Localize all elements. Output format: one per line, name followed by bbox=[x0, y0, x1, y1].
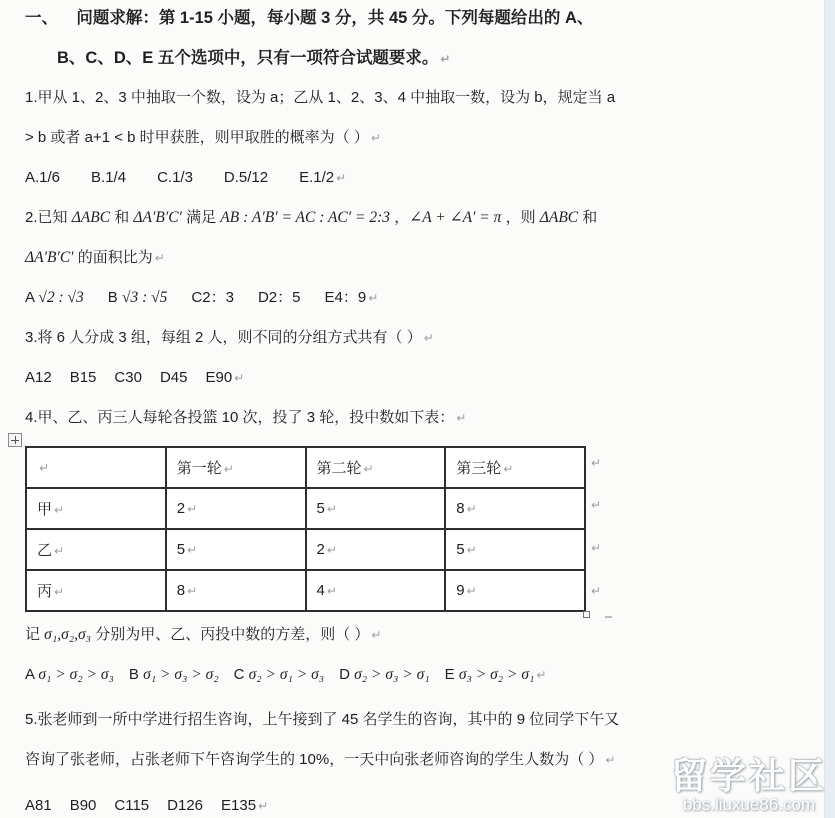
paragraph-mark-icon: ↵ bbox=[363, 462, 374, 476]
paragraph-mark-icon: ↵ bbox=[370, 131, 381, 145]
question-text: 3.将 6 人分成 3 组，每组 2 人，则不同的分组方式共有（ ） bbox=[25, 329, 422, 346]
section-heading-line1: 一、 问题求解：第 1-15 小题，每小题 3 分，共 45 分。下列每题给出的 A、 bbox=[25, 9, 594, 27]
scores-table bbox=[25, 446, 586, 612]
answer-option bbox=[70, 796, 97, 816]
table-header-cell bbox=[306, 447, 446, 488]
answer-option bbox=[221, 796, 256, 816]
paragraph-mark-icon: ↵ bbox=[326, 584, 337, 598]
table-cell bbox=[445, 529, 585, 570]
header-text: 第三轮 bbox=[456, 460, 502, 477]
cell-text: 2 bbox=[316, 541, 325, 558]
question-3-options bbox=[25, 368, 645, 408]
cell-text: 8 bbox=[176, 582, 186, 599]
paragraph-mark-icon: ↵ bbox=[466, 502, 477, 516]
question-text: 咨询了张老师，占张老师下午咨询学生的 10%，一天中向张老师咨询的学生人数为（ ） bbox=[25, 751, 604, 768]
cell-text: 5 bbox=[176, 541, 186, 558]
option-label: D45 bbox=[159, 369, 188, 386]
question-4-options bbox=[25, 665, 645, 710]
table-header-cell bbox=[445, 447, 585, 488]
table-row bbox=[26, 529, 585, 570]
exam-document bbox=[25, 8, 645, 818]
answer-option bbox=[25, 796, 52, 816]
cell-text: 4 bbox=[316, 582, 325, 599]
paragraph-mark-icon: ↵ bbox=[54, 503, 65, 517]
answer-option bbox=[25, 168, 60, 188]
table-cell bbox=[26, 529, 166, 570]
table-header-cell bbox=[26, 447, 166, 488]
answer-option bbox=[70, 368, 97, 388]
text-segment: ，则 bbox=[501, 209, 540, 226]
option-label: C bbox=[233, 666, 249, 683]
answer-option bbox=[129, 665, 219, 685]
answer-option bbox=[91, 168, 126, 188]
heading-text: B、C、D、E 五个选项中，只有一项符合试题要求。 bbox=[57, 49, 439, 67]
paragraph-mark-icon: ↵ bbox=[466, 584, 477, 598]
section-heading-line2 bbox=[25, 48, 645, 88]
cell-text: 2 bbox=[176, 500, 186, 517]
table-cell bbox=[26, 488, 166, 529]
question-3-line1 bbox=[25, 328, 645, 368]
text-segment: ΔABC bbox=[539, 209, 579, 226]
site-watermark bbox=[671, 757, 827, 814]
option-label: E.1/2 bbox=[299, 169, 335, 186]
paragraph-mark-icon: ↵ bbox=[187, 584, 198, 598]
options-list bbox=[25, 666, 534, 683]
question-5-options bbox=[25, 796, 645, 818]
paragraph-mark-icon: ↵ bbox=[187, 502, 198, 516]
option-label: B15 bbox=[69, 369, 97, 386]
option-label: A bbox=[25, 289, 39, 306]
answer-option bbox=[114, 368, 142, 388]
question-text: 4.甲、乙、丙三人每轮各投篮 10 次，投了 3 轮，投中数如下表： bbox=[25, 409, 455, 426]
table-cell bbox=[26, 570, 166, 611]
option-label: A.1/6 bbox=[25, 169, 61, 186]
cell-text: 5 bbox=[316, 500, 325, 517]
option-label: D.5/12 bbox=[223, 169, 269, 186]
paragraph-mark-icon: ↵ bbox=[423, 331, 434, 345]
paragraph-mark-icon: ↵ bbox=[591, 584, 602, 598]
paragraph-mark-icon: ↵ bbox=[258, 799, 269, 813]
option-label: B bbox=[128, 666, 144, 683]
paragraph-mark-icon: ↵ bbox=[54, 585, 65, 599]
option-label: E135 bbox=[221, 797, 257, 814]
table-header-row bbox=[26, 447, 585, 488]
question-text: > b 或者 a+1 < b 时甲获胜，则甲取胜的概率为（ ） bbox=[25, 129, 369, 146]
text-segment: 和 bbox=[578, 209, 598, 226]
answer-option bbox=[205, 368, 232, 388]
answer-option bbox=[25, 288, 84, 308]
answer-option bbox=[108, 288, 168, 308]
option-math: σ₂ > σ₁ > σ₃ bbox=[248, 666, 325, 683]
paragraph-mark-icon: ↵ bbox=[326, 502, 337, 516]
question-1-line2 bbox=[25, 128, 645, 168]
text-segment: ∠A + ∠A′ = π bbox=[409, 209, 502, 226]
option-math: σ₁ > σ₃ > σ₂ bbox=[143, 666, 219, 683]
option-label: C.1/3 bbox=[157, 169, 193, 186]
paragraph-mark-icon: ↵ bbox=[440, 52, 451, 66]
options-list bbox=[25, 369, 232, 386]
question-4-stem bbox=[25, 408, 645, 436]
option-label: B90 bbox=[69, 797, 97, 814]
option-label: D2：5 bbox=[257, 289, 301, 306]
table-move-handle-icon[interactable] bbox=[8, 433, 22, 447]
option-label: C30 bbox=[114, 369, 142, 386]
table-cell bbox=[166, 488, 306, 529]
paragraph-mark-icon: ↵ bbox=[223, 462, 234, 476]
question-5-line2 bbox=[25, 750, 645, 796]
paragraph-mark-icon: ↵ bbox=[326, 543, 337, 557]
text-segment: 记 bbox=[25, 626, 45, 643]
paragraph-mark-icon: ↵ bbox=[605, 753, 616, 767]
question-text bbox=[25, 626, 369, 643]
paragraph-mark-icon: ↵ bbox=[591, 498, 602, 512]
question-4-post-table bbox=[25, 625, 645, 665]
option-label: D126 bbox=[167, 797, 204, 814]
answer-option bbox=[25, 368, 52, 388]
text-segment: ΔA′B′C′ bbox=[133, 209, 182, 226]
table-resize-handle-icon[interactable] bbox=[583, 611, 590, 618]
scrollbar-track[interactable] bbox=[824, 0, 835, 818]
cursor-dash-mark bbox=[605, 616, 612, 618]
question-text bbox=[25, 249, 153, 266]
table-row bbox=[26, 570, 585, 611]
option-label: B bbox=[107, 289, 122, 306]
option-math: √3 : √5 bbox=[121, 289, 168, 306]
text-segment: ， bbox=[390, 209, 410, 226]
cell-text: 乙 bbox=[37, 542, 53, 559]
text-segment: σ₁,σ₂,σ₃ bbox=[44, 626, 92, 643]
cell-text: 丙 bbox=[37, 583, 53, 600]
option-math: σ₂ > σ₃ > σ₁ bbox=[354, 666, 430, 683]
text-segment: 和 bbox=[110, 209, 134, 226]
option-label: A81 bbox=[25, 797, 52, 814]
answer-option bbox=[167, 796, 203, 816]
text-segment: AB : A′B′ = AC : AC′ = 2:3 bbox=[220, 209, 391, 226]
answer-option bbox=[339, 665, 430, 685]
paragraph-mark-icon: ↵ bbox=[154, 251, 165, 265]
paragraph-mark-icon: ↵ bbox=[187, 543, 198, 557]
option-label: C115 bbox=[114, 797, 150, 814]
text-segment: 分别为甲、乙、丙投中数的方差，则（ ） bbox=[91, 626, 370, 643]
option-label: D bbox=[339, 666, 355, 683]
question-1-line1: 1.甲从 1、2、3 中抽取一个数，设为 a；乙从 1、2、3、4 中抽取一数，设为 b，规定当 a bbox=[25, 89, 616, 106]
paragraph-mark-icon: ↵ bbox=[591, 541, 602, 555]
table-header-cell bbox=[166, 447, 306, 488]
answer-option bbox=[157, 168, 193, 188]
text-segment: 满足 bbox=[181, 209, 221, 226]
paragraph-mark-icon: ↵ bbox=[54, 544, 65, 558]
header-text: 第二轮 bbox=[316, 460, 362, 477]
option-label: E90 bbox=[205, 369, 233, 386]
answer-option bbox=[191, 288, 234, 308]
text-segment: 2.已知 bbox=[25, 209, 72, 226]
table-cell bbox=[445, 570, 585, 611]
question-2-options bbox=[25, 288, 645, 328]
answer-option bbox=[324, 288, 366, 308]
answer-option bbox=[25, 665, 114, 685]
paragraph-mark-icon: ↵ bbox=[503, 462, 514, 476]
table-cell bbox=[166, 570, 306, 611]
question-5-line1: 5.张老师到一所中学进行招生咨询，上午接到了 45 名学生的咨询，其中的 9 位同学下午又 bbox=[25, 711, 620, 728]
question-1-options bbox=[25, 168, 645, 208]
scores-table-container bbox=[25, 446, 602, 612]
paragraph-mark-icon: ↵ bbox=[234, 371, 245, 385]
option-label: B.1/4 bbox=[91, 169, 127, 186]
option-label: E4：9 bbox=[324, 289, 367, 306]
option-label: A12 bbox=[25, 369, 52, 386]
answer-option bbox=[299, 168, 334, 188]
paragraph-mark-icon: ↵ bbox=[456, 411, 467, 425]
answer-option bbox=[160, 368, 188, 388]
table-cell bbox=[306, 488, 446, 529]
watermark-title: 留学社区 bbox=[670, 755, 827, 796]
text-segment: ΔA′B′C′ bbox=[25, 249, 74, 266]
header-text: 第一轮 bbox=[176, 460, 222, 477]
paragraph-mark-icon: ↵ bbox=[39, 461, 50, 475]
answer-option bbox=[445, 665, 535, 685]
answer-option bbox=[258, 288, 301, 308]
option-label: C2：3 bbox=[191, 289, 234, 306]
question-2-line1 bbox=[25, 208, 645, 248]
option-label: A bbox=[25, 666, 39, 683]
paragraph-mark-icon: ↵ bbox=[371, 628, 382, 642]
answer-option bbox=[224, 168, 268, 188]
answer-option bbox=[234, 665, 325, 685]
options-list bbox=[25, 289, 366, 306]
text-segment: ΔABC bbox=[71, 209, 111, 226]
table-cell bbox=[166, 529, 306, 570]
paragraph-mark-icon: ↵ bbox=[536, 668, 547, 682]
cell-text: 9 bbox=[456, 582, 465, 599]
table-cell bbox=[445, 488, 585, 529]
option-math: σ₃ > σ₂ > σ₁ bbox=[458, 666, 535, 683]
options-list bbox=[25, 797, 256, 814]
table-row bbox=[26, 488, 585, 529]
option-math: σ₁ > σ₂ > σ₃ bbox=[38, 666, 114, 683]
paragraph-mark-icon: ↵ bbox=[466, 543, 477, 557]
watermark-url: bbs.liuxue86.com bbox=[682, 795, 816, 814]
paragraph-mark-icon: ↵ bbox=[336, 171, 347, 185]
cell-text: 8 bbox=[456, 500, 465, 517]
answer-option bbox=[114, 796, 149, 816]
option-math: √2 : √3 bbox=[38, 289, 84, 306]
question-2-line2 bbox=[25, 248, 645, 288]
paragraph-mark-icon: ↵ bbox=[368, 291, 379, 305]
cell-text: 5 bbox=[456, 541, 465, 558]
options-list bbox=[25, 169, 334, 186]
text-segment: 的面积比为 bbox=[73, 249, 153, 266]
paragraph-mark-icon: ↵ bbox=[591, 456, 602, 470]
table-cell bbox=[306, 570, 446, 611]
option-label: E bbox=[444, 666, 459, 683]
cell-text: 甲 bbox=[37, 501, 53, 518]
table-cell bbox=[306, 529, 446, 570]
